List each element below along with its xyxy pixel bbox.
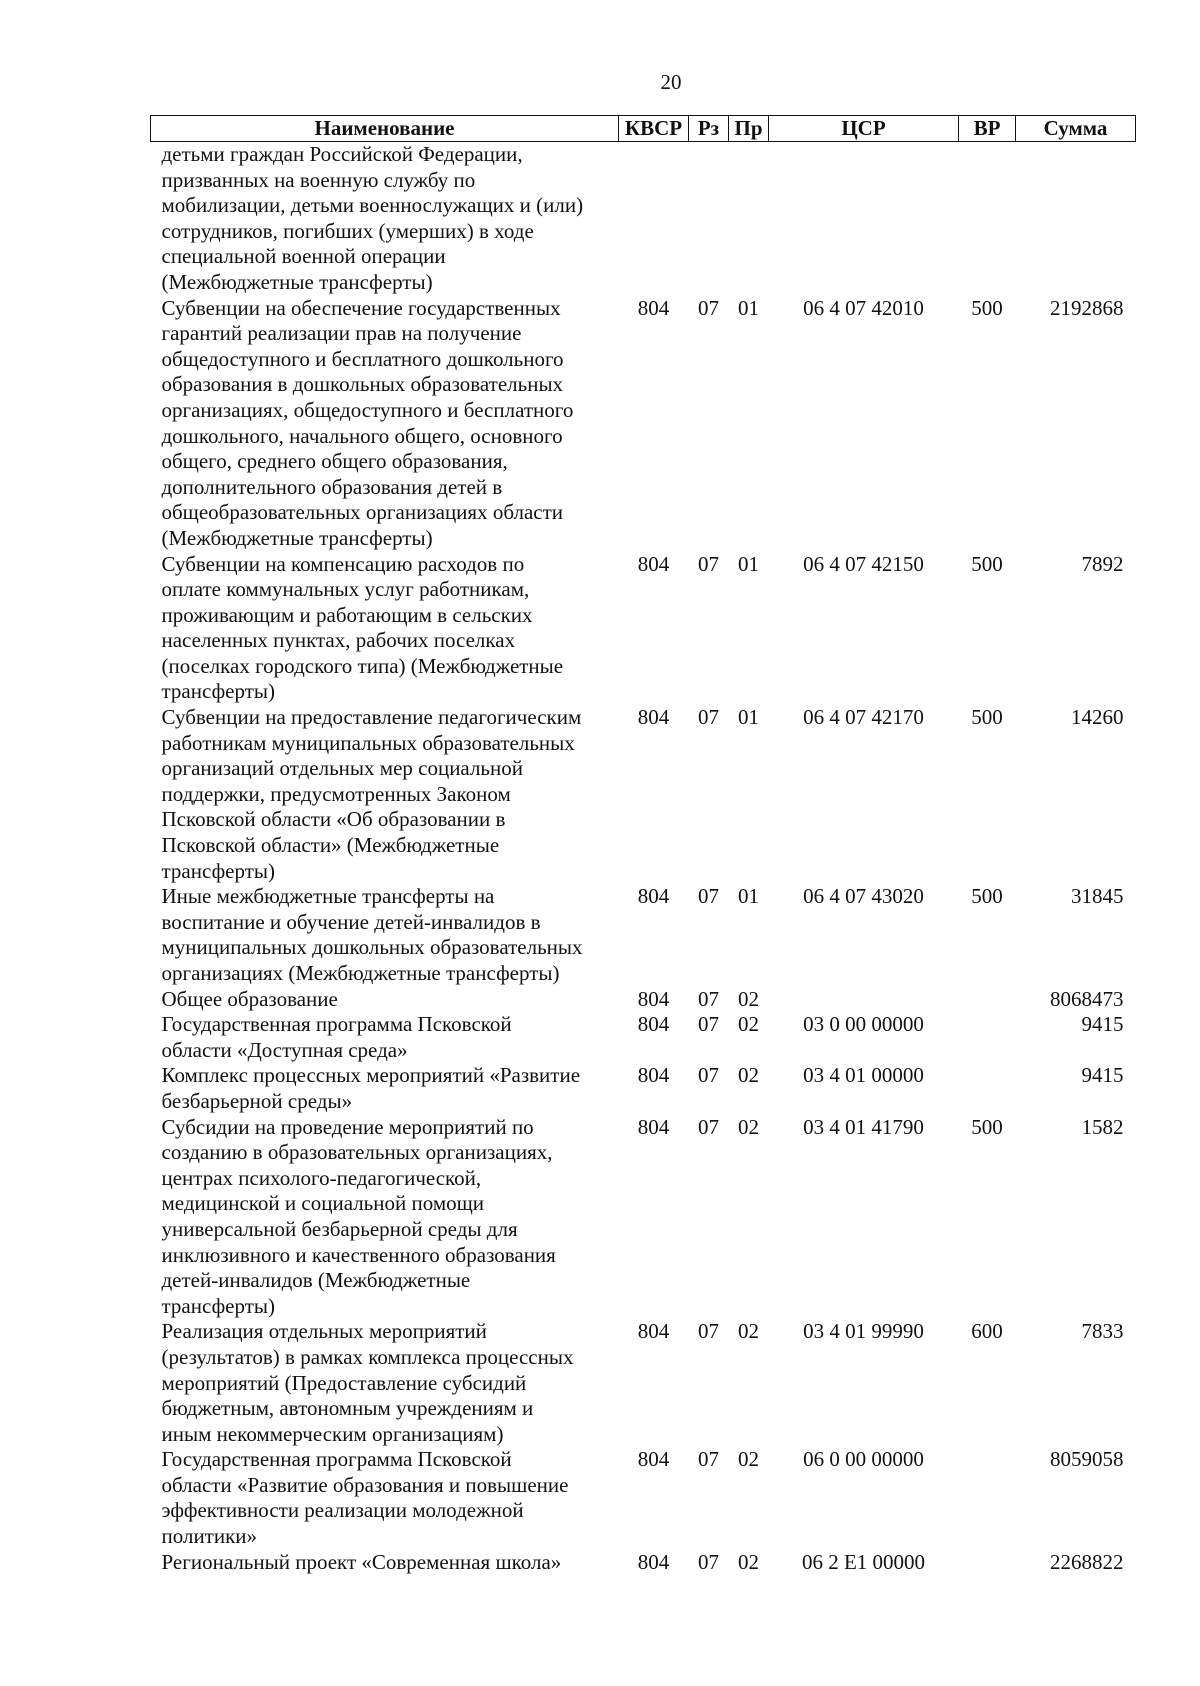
row-name-line: трансферты) <box>161 858 276 883</box>
row-csr: 06 4 07 43020 <box>803 884 924 909</box>
row-pr: 02 <box>738 1319 759 1344</box>
row-kvsr: 804 <box>637 1063 670 1088</box>
row-name-line: Субвенции на компенсацию расходов по <box>161 551 525 576</box>
header-csr: ЦСР <box>769 116 959 142</box>
row-vr: 600 <box>971 1319 1003 1344</box>
row-vr <box>959 1447 1016 1549</box>
row-name-line: области «Развитие образования и повышение <box>161 1472 569 1497</box>
row-rz: 07 <box>698 551 719 576</box>
row-name-line: призванных на военную службу по <box>161 167 476 192</box>
row-sum: 14260 <box>1071 705 1124 730</box>
row-name-line: мобилизации, детьми военнослужащих и (или) <box>161 193 584 218</box>
row-sum: 7892 <box>1081 551 1124 576</box>
row-pr: 02 <box>738 1063 759 1088</box>
table-row <box>151 1319 1136 1447</box>
row-name-line: дошкольного, начального общего, основного <box>161 423 563 448</box>
row-name-line: Региональный проект «Современная школа» <box>161 1549 562 1574</box>
row-name-line: инклюзивного и качественного образования <box>161 1242 556 1267</box>
row-rz: 07 <box>698 1447 719 1472</box>
row-vr <box>959 1012 1016 1063</box>
row-name <box>151 1012 619 1063</box>
row-name <box>151 552 619 706</box>
row-sum <box>1016 142 1136 296</box>
row-sum: 1582 <box>1081 1114 1124 1139</box>
row-name-line: дополнительного образования детей в <box>161 474 503 499</box>
row-vr: 500 <box>971 1114 1003 1139</box>
row-kvsr: 804 <box>637 705 670 730</box>
table-row <box>151 1012 1136 1063</box>
row-vr: 500 <box>971 295 1003 320</box>
row-name-line: Государственная программа Псковской <box>161 1012 512 1037</box>
row-name-line: области «Доступная среда» <box>161 1037 408 1062</box>
row-sum: 2268822 <box>1050 1549 1124 1574</box>
table-row <box>151 1447 1136 1549</box>
row-rz: 07 <box>698 1063 719 1088</box>
row-vr: 500 <box>971 884 1003 909</box>
row-name-line: универсальной безбарьерной среды для <box>161 1216 518 1241</box>
row-name-line: Псковской области» (Межбюджетные <box>161 833 500 858</box>
row-rz: 07 <box>698 705 719 730</box>
row-name <box>151 1550 619 1576</box>
row-name-line: гарантий реализации прав на получение <box>161 321 522 346</box>
header-sum: Сумма <box>1016 116 1136 142</box>
row-name <box>151 1447 619 1549</box>
row-name-line: (Межбюджетные трансферты) <box>161 269 433 294</box>
row-name-line: Комплекс процессных мероприятий «Развитие <box>161 1063 581 1088</box>
row-kvsr: 804 <box>637 295 670 320</box>
row-name-line: общедоступного и бесплатного дошкольного <box>161 346 564 371</box>
row-name-line: организаций отдельных мер социальной <box>161 756 523 781</box>
table-row <box>151 1115 1136 1320</box>
budget-table <box>150 115 1136 1575</box>
row-name <box>151 1319 619 1447</box>
table-row <box>151 296 1136 552</box>
row-name <box>151 1115 619 1320</box>
header-kvsr: КВСР <box>619 116 689 142</box>
row-name-line: детьми граждан Российской Федерации, <box>161 142 523 166</box>
row-kvsr: 804 <box>637 884 670 909</box>
row-name-line: трансферты) <box>161 1293 276 1318</box>
row-csr <box>769 142 959 296</box>
row-name-line: работникам муниципальных образовательных <box>161 730 575 755</box>
table-row <box>151 1550 1136 1576</box>
row-name-line: проживающим и работающим в сельских <box>161 602 533 627</box>
row-rz: 07 <box>698 1012 719 1037</box>
row-csr: 06 4 07 42170 <box>803 705 924 730</box>
row-rz: 07 <box>698 986 719 1011</box>
row-name-line: созданию в образовательных организациях, <box>161 1140 553 1165</box>
row-name-line: сотрудников, погибших (умерших) в ходе <box>161 218 534 243</box>
row-vr <box>959 142 1016 296</box>
row-kvsr: 804 <box>637 1319 670 1344</box>
row-csr: 03 4 01 00000 <box>803 1063 924 1088</box>
row-kvsr: 804 <box>637 986 670 1011</box>
table-row <box>151 987 1136 1013</box>
row-name-line: Субсидии на проведение мероприятий по <box>161 1114 534 1139</box>
row-name-line: Общее образование <box>161 986 338 1011</box>
row-name-line: Субвенции на предоставление педагогическим <box>161 705 582 730</box>
row-rz: 07 <box>698 295 719 320</box>
table-row <box>151 884 1136 986</box>
row-name-line: центрах психолого-педагогической, <box>161 1165 482 1190</box>
row-csr: 03 4 01 41790 <box>803 1114 924 1139</box>
row-pr: 02 <box>738 986 759 1011</box>
row-name-line: специальной военной операции <box>161 244 446 269</box>
table-header-row <box>151 116 1136 142</box>
row-name-line: воспитание и обучение детей-инвалидов в <box>161 909 541 934</box>
row-name-line: медицинской и социальной помощи <box>161 1191 485 1216</box>
row-vr: 500 <box>971 551 1003 576</box>
row-rz: 07 <box>698 1549 719 1574</box>
row-rz <box>689 142 729 296</box>
table-row <box>151 705 1136 884</box>
page-number: 20 <box>660 70 682 94</box>
row-kvsr <box>619 142 689 296</box>
row-sum: 9415 <box>1081 1063 1124 1088</box>
row-csr: 03 4 01 99990 <box>803 1319 924 1344</box>
row-pr <box>729 142 769 296</box>
row-name-line: трансферты) <box>161 679 276 704</box>
row-sum: 7833 <box>1081 1319 1124 1344</box>
row-name-line: организациях (Межбюджетные трансферты) <box>161 961 560 985</box>
row-name <box>151 142 619 296</box>
row-pr: 01 <box>738 884 759 909</box>
row-csr: 06 0 00 00000 <box>803 1447 924 1472</box>
row-name-line: мероприятий (Предоставление субсидий <box>161 1370 527 1395</box>
header-rz: Рз <box>689 116 729 142</box>
row-name-line: муниципальных дошкольных образовательных <box>161 935 583 960</box>
row-pr: 02 <box>738 1549 759 1574</box>
row-csr: 06 4 07 42010 <box>803 295 924 320</box>
row-pr: 02 <box>738 1447 759 1472</box>
row-pr: 01 <box>738 705 759 730</box>
row-sum: 8068473 <box>1050 986 1124 1011</box>
row-kvsr: 804 <box>637 1447 670 1472</box>
row-rz: 07 <box>698 1114 719 1139</box>
header-vr: ВР <box>959 116 1016 142</box>
row-name-line: безбарьерной среды» <box>161 1088 353 1113</box>
row-name <box>151 884 619 986</box>
row-name-line: населенных пунктах, рабочих поселках <box>161 628 516 653</box>
row-name-line: политики» <box>161 1524 258 1549</box>
row-sum: 9415 <box>1081 1012 1124 1037</box>
row-kvsr: 804 <box>637 1012 670 1037</box>
row-name-line: общеобразовательных организациях области <box>161 500 564 525</box>
row-csr: 03 0 00 00000 <box>803 1012 924 1037</box>
row-pr: 01 <box>738 295 759 320</box>
row-vr: 500 <box>971 705 1003 730</box>
row-pr: 02 <box>738 1012 759 1037</box>
row-rz: 07 <box>698 884 719 909</box>
row-name <box>151 987 619 1013</box>
row-name <box>151 296 619 552</box>
row-sum: 2192868 <box>1050 295 1124 320</box>
row-sum: 8059058 <box>1050 1447 1124 1472</box>
row-name-line: (поселках городского типа) (Межбюджетные <box>161 653 564 678</box>
row-csr: 06 2 E1 00000 <box>801 1549 926 1574</box>
row-sum: 31845 <box>1071 884 1124 909</box>
row-name-line: (Межбюджетные трансферты) <box>161 525 433 550</box>
row-vr <box>959 1550 1016 1576</box>
row-csr <box>769 987 959 1013</box>
row-csr: 06 4 07 42150 <box>803 551 924 576</box>
row-name-line: Субвенции на обеспечение государственных <box>161 295 561 320</box>
row-name-line: бюджетным, автономным учреждениям и <box>161 1396 534 1421</box>
table-row <box>151 1063 1136 1114</box>
row-name-line: Иные межбюджетные трансферты на <box>161 884 495 909</box>
row-name-line: оплате коммунальных услуг работникам, <box>161 577 530 602</box>
row-name-line: образования в дошкольных образовательных <box>161 372 564 397</box>
row-name <box>151 1063 619 1114</box>
table-row <box>151 552 1136 706</box>
row-kvsr: 804 <box>637 1114 670 1139</box>
row-name-line: (результатов) в рамках комплекса процессных <box>161 1344 574 1369</box>
row-name-line: Псковской области «Об образовании в <box>161 807 506 832</box>
row-vr <box>959 1063 1016 1114</box>
row-vr <box>959 987 1016 1013</box>
row-name-line: эффективности реализации молодежной <box>161 1498 524 1523</box>
row-kvsr: 804 <box>637 1549 670 1574</box>
row-name-line: детей-инвалидов (Межбюджетные <box>161 1268 471 1293</box>
row-rz: 07 <box>698 1319 719 1344</box>
row-name <box>151 705 619 884</box>
row-kvsr: 804 <box>637 551 670 576</box>
header-pr: Пр <box>729 116 769 142</box>
row-name-line: общего, среднего общего образования, <box>161 449 508 474</box>
row-pr: 01 <box>738 551 759 576</box>
row-name-line: Реализация отдельных мероприятий <box>161 1319 487 1344</box>
table-row <box>151 142 1136 296</box>
row-name-line: организациях, общедоступного и бесплатного <box>161 397 574 422</box>
row-name-line: Государственная программа Псковской <box>161 1447 512 1472</box>
header-name: Наименование <box>151 116 619 142</box>
row-name-line: поддержки, предусмотренных Законом <box>161 781 511 806</box>
row-name-line: иным некоммерческим организациям) <box>161 1421 504 1446</box>
row-pr: 02 <box>738 1114 759 1139</box>
